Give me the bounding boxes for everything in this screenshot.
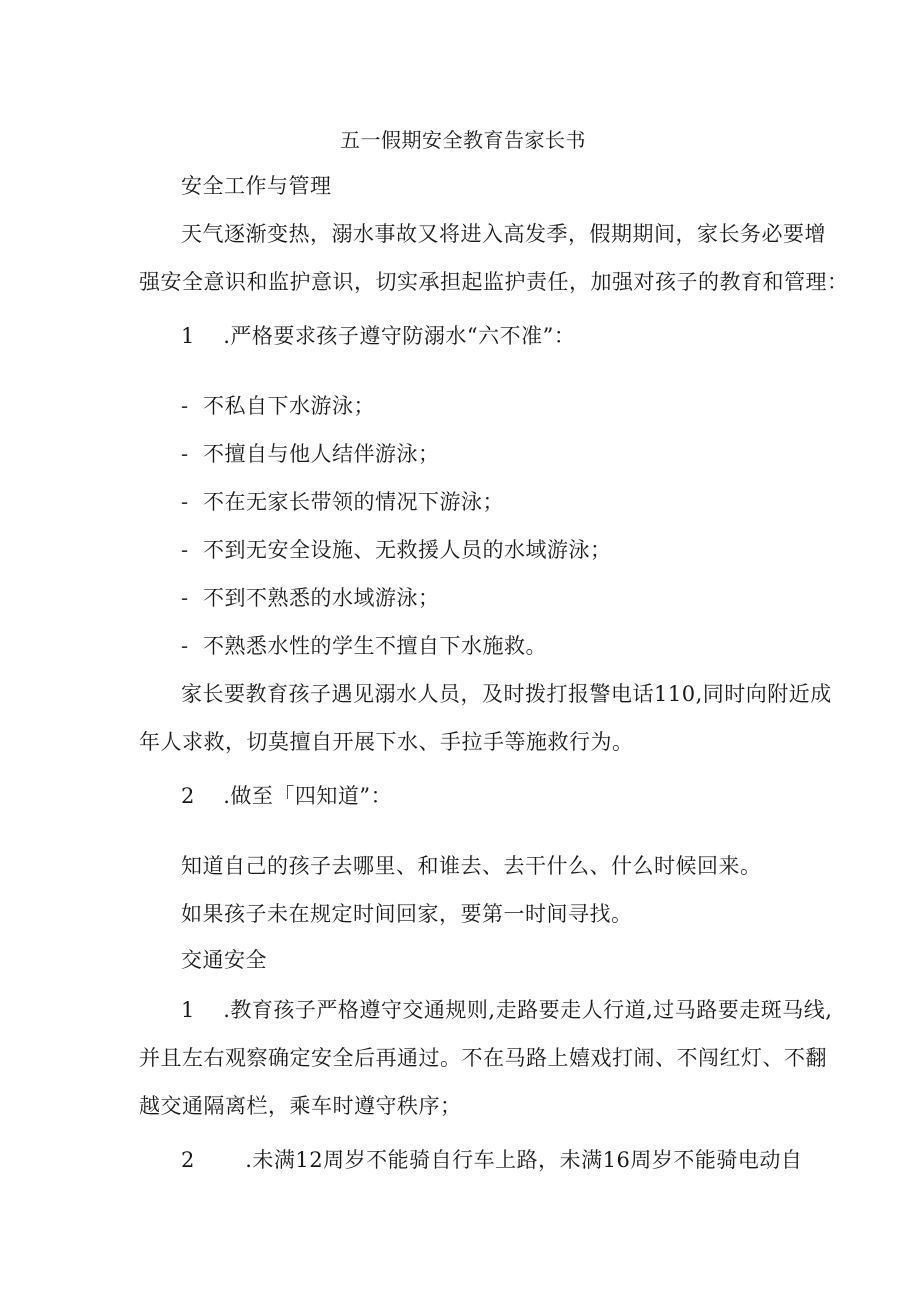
dash-bullet: - — [181, 442, 189, 466]
rule-text: 不私自下水游泳； — [203, 394, 375, 418]
rule-text: 不到无安全设施、无救援人员的水域游泳； — [203, 538, 612, 562]
traffic-item-1-text: .教育孩子严格遵守交通规则,走路要走人行道,过马路要走斑马线, — [223, 998, 833, 1022]
item-2-text: .做至「四知道”： — [223, 784, 393, 808]
item-1-text: .严格要求孩子遵守防溺水“六不准”： — [223, 324, 576, 348]
dash-bullet: - — [181, 490, 189, 514]
rule-text: 不到不熟悉的水域游泳； — [203, 586, 440, 610]
dash-bullet: - — [181, 394, 189, 418]
traffic-item-1-line-1 — [181, 996, 832, 1024]
traffic-item-2-number: 2 — [181, 1148, 195, 1172]
traffic-item-2-line-1 — [181, 1146, 802, 1174]
rule-item — [181, 392, 375, 420]
search-line: 如果孩子未在规定时间回家，要第一时间寻找。 — [181, 902, 633, 926]
item-2-number: 2 — [181, 784, 195, 808]
rescue-paragraph-line-1: 家长要教育孩子遇见溺水人员，及时拨打报警电话110,同时向附近成 — [181, 682, 832, 706]
intro-paragraph-line-1: 天气逐渐变热，溺水事故又将进入高发季，假期期间，家长务必要增 — [181, 222, 826, 246]
section-heading-traffic-safety: 交通安全 — [181, 948, 267, 972]
rule-item — [181, 632, 547, 660]
rule-text: 不在无家长带领的情况下游泳； — [203, 490, 504, 514]
traffic-item-1-number: 1 — [181, 998, 195, 1022]
traffic-item-1-line-3: 越交通隔离栏，乘车时遵守秩序； — [139, 1094, 462, 1118]
document-title: 五一假期安全教育告家长书 — [340, 128, 586, 152]
rule-item — [181, 488, 504, 516]
item-1-heading — [181, 322, 575, 350]
rescue-paragraph-line-2: 年人求救，切莫擅自开展下水、手拉手等施救行为。 — [139, 730, 634, 754]
dash-bullet: - — [181, 634, 189, 658]
rule-item — [181, 536, 612, 564]
rule-item — [181, 440, 440, 468]
item-2-heading — [181, 782, 392, 810]
intro-paragraph-line-2: 强安全意识和监护意识，切实承担起监护责任，加强对孩子的教育和管理： — [139, 270, 849, 294]
four-know-line: 知道自己的孩子去哪里、和谁去、去干什么、什么时候回来。 — [181, 854, 762, 878]
dash-bullet: - — [181, 538, 189, 562]
rule-text: 不熟悉水性的学生不擅自下水施救。 — [203, 634, 547, 658]
traffic-item-1-line-2: 并且左右观察确定安全后再通过。不在马路上嬉戏打闹、不闯红灯、不翻 — [139, 1046, 827, 1070]
dash-bullet: - — [181, 586, 189, 610]
section-heading-safety-management: 安全工作与管理 — [181, 174, 332, 198]
item-1-number: 1 — [181, 324, 195, 348]
rule-item — [181, 584, 440, 612]
traffic-item-2-text: .未满12周岁不能骑自行车上路，未满16周岁不能骑电动自 — [245, 1148, 803, 1172]
rule-text: 不擅自与他人结伴游泳； — [203, 442, 440, 466]
